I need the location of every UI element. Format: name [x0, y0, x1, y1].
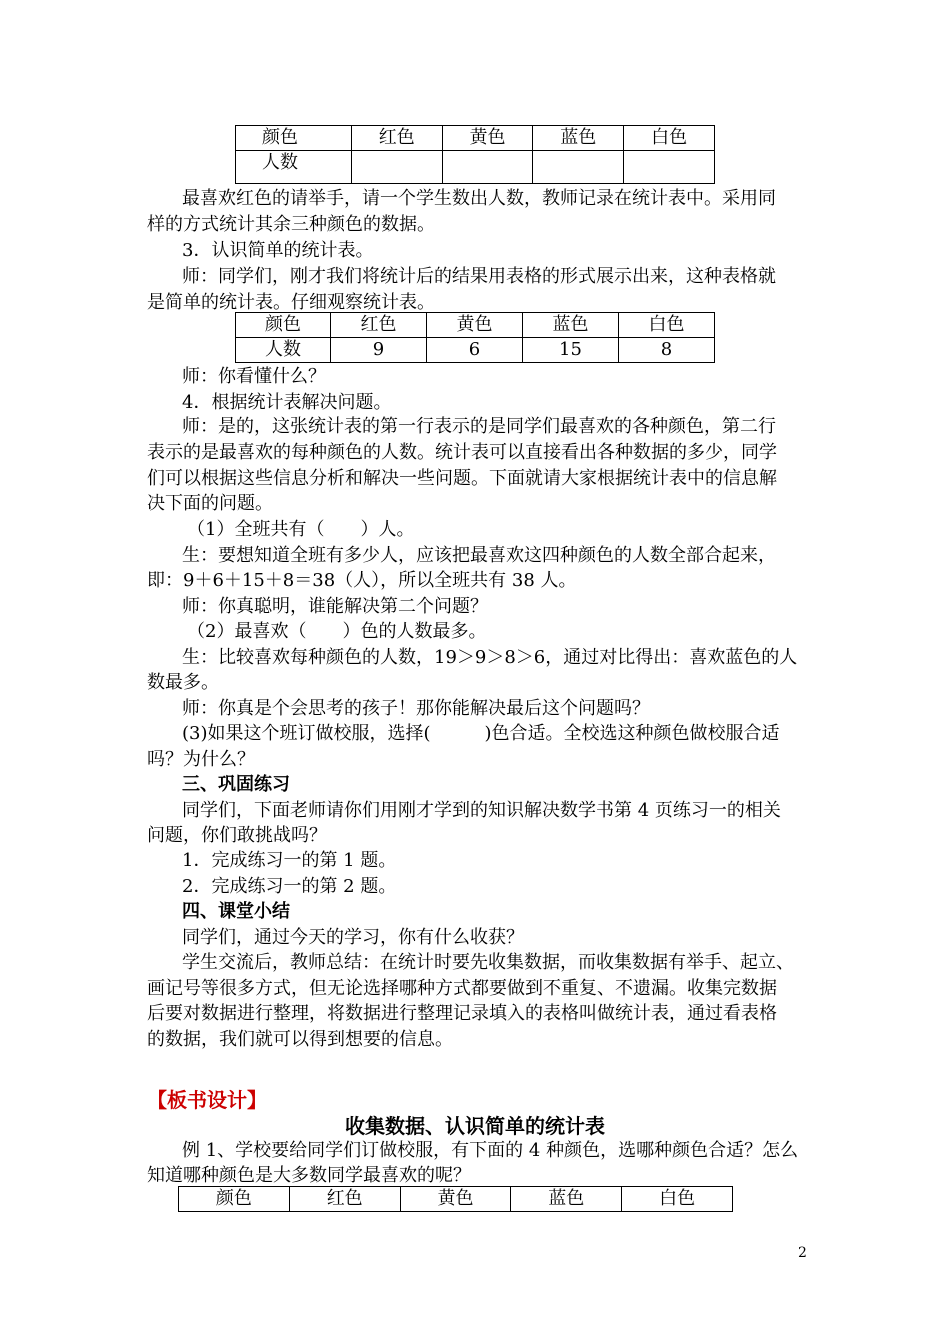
question: 吗？为什么？ — [147, 749, 255, 770]
table-row — [236, 151, 715, 184]
page-number: 2 — [798, 1245, 807, 1261]
paragraph: 表示的是最喜欢的每种颜色的人数。统计表可以直接看出各种数据的多少，同学 — [147, 442, 777, 463]
color-tally-table-filled — [235, 312, 715, 363]
list-item: 2．完成练习一的第 2 题。 — [182, 876, 397, 897]
paragraph: 生：比较喜欢每种颜色的人数，19＞9＞8＞6，通过对比得出：喜欢蓝色的人 — [182, 647, 798, 668]
table-cell: 黄色 — [442, 126, 533, 151]
table-cell: 颜色 — [179, 1187, 290, 1212]
paragraph: 样的方式统计其余三种颜色的数据。 — [147, 214, 435, 235]
table-cell: 9 — [331, 338, 427, 363]
table-cell: 蓝色 — [523, 313, 619, 338]
table-cell: 黄色 — [400, 1187, 511, 1212]
question: （2）最喜欢（ ）色的人数最多。 — [187, 621, 487, 642]
board-title: 收集数据、认识简单的统计表 — [345, 1114, 605, 1138]
table-cell: 蓝色 — [511, 1187, 622, 1212]
table-cell: 15 — [523, 338, 619, 363]
table-cell: 白色 — [622, 1187, 733, 1212]
step-heading: 4．根据统计表解决问题。 — [182, 392, 392, 413]
step-heading: 3．认识简单的统计表。 — [182, 240, 374, 261]
table-cell: 颜色 — [236, 313, 331, 338]
color-tally-table-empty — [235, 125, 715, 184]
paragraph: 的数据，我们就可以得到想要的信息。 — [147, 1029, 453, 1050]
paragraph: 最喜欢红色的请举手，请一个学生数出人数，教师记录在统计表中。采用同 — [182, 188, 776, 209]
paragraph: 生：要想知道全班有多少人，应该把最喜欢这四种颜色的人数全部合起来， — [182, 545, 776, 566]
board-design-heading: 【板书设计】 — [147, 1088, 267, 1112]
paragraph: 画记号等很多方式，但无论选择哪种方式都要做到不重复、不遗漏。收集完数据 — [147, 978, 777, 999]
paragraph: 数最多。 — [147, 672, 219, 693]
table-cell — [533, 151, 624, 184]
table-cell: 人数 — [236, 151, 352, 184]
paragraph: 师：你真聪明，谁能解决第二个问题？ — [182, 596, 488, 617]
table-cell: 颜色 — [236, 126, 352, 151]
paragraph: 决下面的问题。 — [147, 493, 273, 514]
paragraph: 们可以根据这些信息分析和解决一些问题。下面就请大家根据统计表中的信息解 — [147, 468, 777, 489]
paragraph: 即：9＋6＋15＋8＝38（人），所以全班共有 38 人。 — [147, 570, 577, 591]
table-row — [179, 1187, 733, 1212]
paragraph: 师：是的，这张统计表的第一行表示的是同学们最喜欢的各种颜色，第二行 — [182, 416, 776, 437]
table-cell: 人数 — [236, 338, 331, 363]
table-row — [236, 126, 715, 151]
table-cell: 红色 — [331, 313, 427, 338]
paragraph: 师：你看懂什么？ — [182, 366, 326, 387]
table-cell: 6 — [427, 338, 523, 363]
color-tally-table-board — [178, 1186, 733, 1212]
table-cell: 黄色 — [427, 313, 523, 338]
table-cell — [624, 151, 715, 184]
paragraph: 是简单的统计表。仔细观察统计表。 — [147, 292, 435, 313]
question: (3)如果这个班订做校服，选择( )色合适。全校选这种颜色做校服合适 — [182, 723, 780, 744]
table-cell: 白色 — [624, 126, 715, 151]
paragraph: 例 1、学校要给同学们订做校服，有下面的 4 种颜色，选哪种颜色合适？怎么 — [182, 1140, 799, 1161]
table-cell — [351, 151, 442, 184]
paragraph: 学生交流后，教师总结：在统计时要先收集数据，而收集数据有举手、起立、 — [182, 952, 794, 973]
table-cell — [442, 151, 533, 184]
paragraph: 师：你真是个会思考的孩子！那你能解决最后这个问题吗？ — [182, 698, 650, 719]
paragraph: 后要对数据进行整理，将数据进行整理记录填入的表格叫做统计表，通过看表格 — [147, 1003, 777, 1024]
table-row — [236, 338, 715, 363]
paragraph: 知道哪种颜色是大多数同学最喜欢的呢？ — [147, 1165, 471, 1186]
paragraph: 同学们，通过今天的学习，你有什么收获？ — [182, 927, 524, 948]
list-item: 1．完成练习一的第 1 题。 — [182, 850, 397, 871]
paragraph: 师：同学们，刚才我们将统计后的结果用表格的形式展示出来，这种表格就 — [182, 266, 776, 287]
table-cell: 红色 — [289, 1187, 400, 1212]
table-row — [236, 313, 715, 338]
paragraph: 同学们，下面老师请你们用刚才学到的知识解决数学书第 4 页练习一的相关 — [182, 800, 781, 821]
table-cell: 8 — [619, 338, 715, 363]
question: （1）全班共有（ ）人。 — [187, 519, 415, 540]
table-cell: 红色 — [351, 126, 442, 151]
table-cell: 蓝色 — [533, 126, 624, 151]
section-heading: 三、巩固练习 — [182, 774, 290, 795]
section-heading: 四、课堂小结 — [182, 901, 290, 922]
table-cell: 白色 — [619, 313, 715, 338]
paragraph: 问题，你们敢挑战吗？ — [147, 825, 327, 846]
